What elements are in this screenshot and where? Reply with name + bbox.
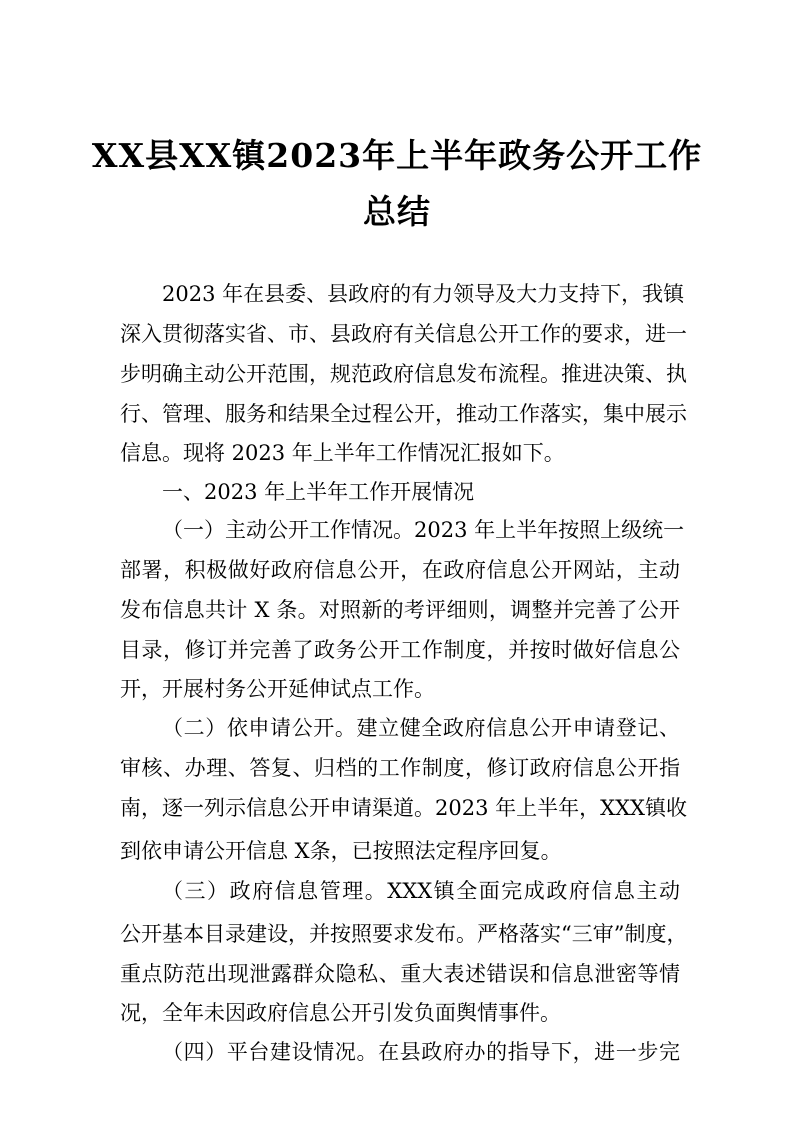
paragraph-line: 步明确主动公开范围，规范政府信息发布流程。推进决策、执 [120, 362, 687, 386]
paragraph-line: 重点防范出现泄露群众隐私、重大表述错误和信息泄密等情 [120, 962, 680, 986]
document-title-line-1: XX县XX镇2023年上半年政务公开工作 [91, 136, 703, 175]
paragraph-line: 2023 年在县委、县政府的有力领导及大力支持下，我镇 [162, 282, 685, 306]
paragraph-line: 部署，积极做好政府信息公开，在政府信息公开网站，主动 [120, 558, 680, 582]
paragraph-line: 目录，修订并完善了政务公开工作制度，并按时做好信息公 [120, 638, 680, 662]
paragraph-line: （三）政府信息管理。XXX镇全面完成政府信息主动 [162, 879, 680, 903]
paragraph-line: （二）依申请公开。建立健全政府信息公开申请登记、 [162, 716, 680, 740]
paragraph-line: 行、管理、服务和结果全过程公开，推动工作落实，集中展示 [120, 402, 687, 426]
paragraph-line: （四）平台建设情况。在县政府办的指导下，进一步完 [162, 1040, 680, 1064]
paragraph-line: 开，开展村务公开延伸试点工作。 [120, 677, 435, 701]
paragraph-line: 深入贯彻落实省、市、县政府有关信息公开工作的要求，进一 [120, 322, 687, 346]
document-title-line-2: 总结 [363, 192, 431, 231]
paragraph-line: （一）主动公开工作情况。2023 年上半年按照上级统一 [162, 518, 685, 542]
paragraph-line: 到依申请公开信息 X条，已按照法定程序回复。 [120, 839, 562, 863]
paragraph-line: 南，逐一列示信息公开申请渠道。2023 年上半年，XXX镇收 [120, 796, 687, 820]
paragraph-line: 况，全年未因政府信息公开引发负面舆情事件。 [120, 1001, 561, 1025]
paragraph-line: 信息。现将 2023 年上半年工作情况汇报如下。 [120, 441, 565, 465]
paragraph-line: 发布信息共计 X 条。对照新的考评细则，调整并完善了公开 [120, 598, 680, 622]
paragraph-line: 审核、办理、答复、归档的工作制度，修订政府信息公开指 [120, 756, 680, 780]
paragraph-line: 公开基本目录建设，并按照要求发布。严格落实“三审”制度， [120, 922, 688, 946]
section-heading: 一、2023 年上半年工作开展情况 [162, 480, 475, 504]
